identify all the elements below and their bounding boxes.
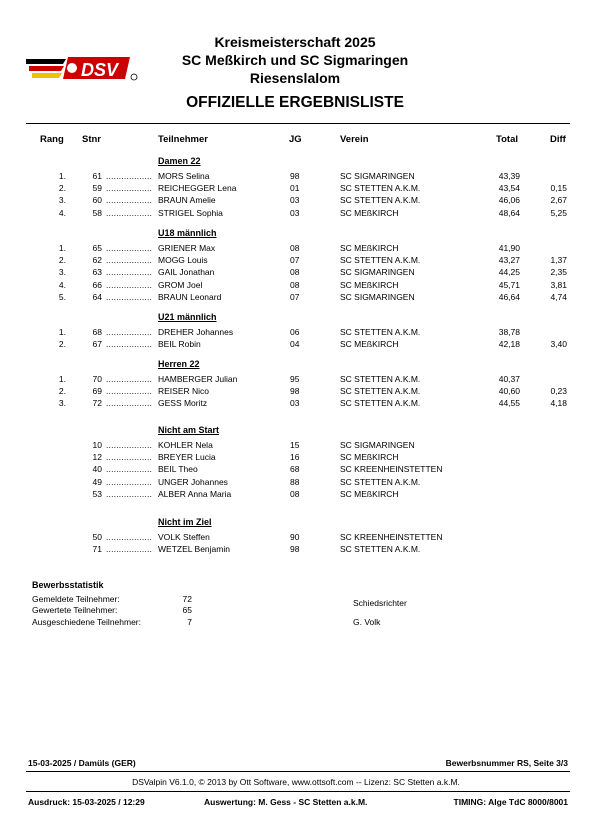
cell-total: 48,64 — [498, 207, 520, 218]
cell-stnr: 49 — [92, 476, 102, 487]
event-discipline: Riesenslalom — [249, 70, 341, 86]
cell-verein: SC SIGMARINGEN — [340, 440, 415, 450]
event-title: Kreismeisterschaft 2025 — [214, 34, 376, 50]
cell-stnr: 10 — [92, 440, 102, 450]
col-stnr: Stnr — [82, 134, 101, 145]
cell-verein: SC STETTEN A.K.M. — [340, 374, 421, 384]
category-heading: Nicht im Ziel — [158, 517, 212, 527]
cell-verein: SC STETTEN A.K.M. — [340, 398, 421, 409]
cell-verein: SC KREENHEINSTETTEN — [340, 464, 443, 475]
footer-bewerb: Bewerbsnummer RS, Seite 3/3 — [445, 758, 568, 768]
cell-stnr: 67 — [92, 339, 102, 350]
cell-name: MOGG Louis — [158, 255, 208, 266]
stat-label-gemeldet: Gemeldete Teilnehmer: — [32, 594, 120, 604]
cell-stnr: 12 — [92, 452, 102, 463]
cell-stnr: 64 — [92, 291, 102, 302]
cell-name: WETZEL Benjamin — [158, 544, 230, 555]
cell-name: REISER Nico — [158, 386, 210, 397]
cell-diff: 1,37 — [550, 255, 567, 266]
cell-jg: 08 — [290, 488, 300, 499]
footer-divider-top — [26, 771, 570, 772]
referee-label: Schiedsrichter — [353, 598, 407, 608]
cell-rang: 1. — [58, 327, 66, 337]
cell-diff: 3,40 — [550, 339, 567, 350]
cell-jg: 88 — [290, 476, 300, 487]
cell-name: GESS Moritz — [158, 398, 208, 409]
cell-jg: 04 — [290, 339, 300, 350]
cell-stnr: 40 — [92, 464, 102, 475]
cell-stnr: 63 — [92, 267, 102, 278]
cell-jg: 08 — [290, 267, 300, 278]
svg-text:DSV: DSV — [81, 60, 119, 80]
col-total: Total — [496, 134, 518, 145]
cell-dots: .................. — [106, 440, 153, 450]
cell-dots: .................. — [106, 195, 153, 206]
cell-dots: .................. — [106, 464, 153, 475]
cell-verein: SC MEßKIRCH — [340, 243, 399, 253]
cell-jg: 08 — [290, 243, 300, 253]
cell-rang: 1. — [58, 171, 66, 181]
category-heading: Damen 22 — [158, 156, 201, 166]
dsv-logo — [26, 55, 138, 79]
cell-total: 41,90 — [498, 243, 520, 253]
cell-total: 40,60 — [498, 386, 520, 397]
cell-rang: 3. — [58, 195, 66, 206]
cell-jg: 90 — [290, 532, 300, 542]
cell-name: BRAUN Leonard — [158, 291, 222, 302]
cell-dots: .................. — [106, 398, 153, 409]
cell-jg: 16 — [290, 452, 300, 463]
footer-ausdruck: Ausdruck: 15-03-2025 / 12:29 — [28, 797, 145, 807]
footer-software: DSValpin V6.1.0, © 2013 by Ott Software, www.ottsoft.com -- Lizenz: SC Stetten a.k.M. — [132, 777, 460, 787]
cell-jg: 15 — [290, 440, 300, 450]
cell-name: BRAUN Amelie — [158, 195, 216, 206]
cell-diff: 5,25 — [550, 207, 567, 218]
col-jg: JG — [289, 134, 302, 145]
cell-name: KOHLER Nela — [158, 440, 213, 450]
cell-name: STRIGEL Sophia — [158, 207, 223, 218]
cell-jg: 98 — [290, 386, 300, 397]
cell-dots: .................. — [106, 279, 153, 290]
cell-verein: SC MEßKIRCH — [340, 452, 399, 463]
cell-total: 44,25 — [498, 267, 520, 278]
cell-jg: 07 — [290, 291, 300, 302]
footer-auswertung: Auswertung: M. Gess - SC Stetten a.k.M. — [204, 797, 368, 807]
cell-rang: 5. — [58, 291, 66, 302]
cell-name: BREYER Lucia — [158, 452, 216, 463]
cell-jg: 03 — [290, 398, 300, 409]
cell-verein: SC SIGMARINGEN — [340, 267, 415, 278]
cell-total: 46,64 — [498, 291, 520, 302]
cell-diff: 0,15 — [550, 183, 567, 194]
cell-total: 44,55 — [498, 398, 520, 409]
cell-rang: 1. — [58, 374, 66, 384]
cell-total: 43,54 — [498, 183, 520, 194]
cell-verein: SC STETTEN A.K.M. — [340, 544, 421, 555]
col-diff: Diff — [550, 134, 566, 145]
cell-total: 40,37 — [498, 374, 520, 384]
cell-verein: SC STETTEN A.K.M. — [340, 476, 421, 487]
category-heading: Herren 22 — [158, 359, 200, 369]
cell-dots: .................. — [106, 386, 153, 397]
cell-jg: 98 — [290, 544, 300, 555]
category-heading: Nicht am Start — [158, 425, 220, 435]
cell-dots: .................. — [106, 544, 153, 555]
cell-stnr: 50 — [92, 532, 102, 542]
cell-total: 38,78 — [498, 327, 520, 337]
cell-jg: 03 — [290, 207, 300, 218]
cell-dots: .................. — [106, 476, 153, 487]
stat-label-gewertet: Gewertete Teilnehmer: — [32, 605, 118, 615]
cell-total: 43,27 — [498, 255, 520, 266]
cell-stnr: 70 — [92, 374, 102, 384]
cell-diff: 3,81 — [550, 279, 567, 290]
stat-value-ausgeschieden: 7 — [187, 617, 192, 627]
cell-verein: SC MEßKIRCH — [340, 207, 399, 218]
cell-jg: 01 — [290, 183, 300, 194]
cell-name: VOLK Steffen — [158, 532, 210, 542]
category-heading: U21 männlich — [158, 312, 217, 322]
col-rang: Rang — [40, 134, 64, 145]
category-heading: U18 männlich — [158, 228, 217, 238]
cell-rang: 3. — [58, 398, 66, 409]
cell-verein: SC STETTEN A.K.M. — [340, 255, 421, 266]
cell-jg: 68 — [290, 464, 300, 475]
cell-stnr: 62 — [92, 255, 102, 266]
cell-stnr: 59 — [92, 183, 102, 194]
cell-dots: .................. — [106, 207, 153, 218]
cell-stnr: 61 — [92, 171, 102, 181]
cell-diff: 4,18 — [550, 398, 567, 409]
cell-dots: .................. — [106, 243, 153, 253]
cell-verein: SC STETTEN A.K.M. — [340, 183, 421, 194]
col-teilnehmer: Teilnehmer — [158, 134, 208, 145]
cell-stnr: 69 — [92, 386, 102, 397]
cell-name: GROM Joel — [158, 279, 203, 290]
referee-name: G. Volk — [353, 617, 381, 627]
cell-diff: 0,23 — [550, 386, 567, 397]
cell-name: UNGER Johannes — [158, 476, 228, 487]
cell-rang: 2. — [58, 339, 66, 350]
cell-rang: 1. — [58, 243, 66, 253]
cell-dots: .................. — [106, 255, 153, 266]
col-verein: Verein — [340, 134, 369, 145]
cell-jg: 08 — [290, 279, 300, 290]
cell-diff: 4,74 — [550, 291, 567, 302]
cell-stnr: 60 — [92, 195, 102, 206]
cell-name: REICHEGGER Lena — [158, 183, 237, 194]
cell-dots: .................. — [106, 327, 153, 337]
cell-rang: 3. — [58, 267, 66, 278]
cell-diff: 2,67 — [550, 195, 567, 206]
cell-verein: SC MEßKIRCH — [340, 279, 399, 290]
cell-dots: .................. — [106, 171, 153, 181]
cell-diff: 2,35 — [550, 267, 567, 278]
stat-label-ausgeschieden: Ausgeschiedene Teilnehmer: — [32, 617, 141, 627]
cell-verein: SC SIGMARINGEN — [340, 171, 415, 181]
cell-rang: 2. — [58, 386, 66, 397]
cell-jg: 07 — [290, 255, 300, 266]
cell-name: BEIL Theo — [158, 464, 198, 475]
cell-name: ALBER Anna Maria — [158, 488, 232, 499]
cell-verein: SC STETTEN A.K.M. — [340, 386, 421, 397]
cell-verein: SC MEßKIRCH — [340, 488, 399, 499]
cell-verein: SC KREENHEINSTETTEN — [340, 532, 443, 542]
cell-verein: SC MEßKIRCH — [340, 339, 399, 350]
cell-name: HAMBERGER Julian — [158, 374, 238, 384]
cell-total: 43,39 — [498, 171, 520, 181]
cell-dots: .................. — [106, 183, 153, 194]
cell-dots: .................. — [106, 267, 153, 278]
cell-dots: .................. — [106, 532, 153, 542]
cell-jg: 95 — [290, 374, 300, 384]
cell-rang: 2. — [58, 183, 66, 194]
cell-name: DREHER Johannes — [158, 327, 234, 337]
cell-stnr: 53 — [92, 488, 102, 499]
header-divider — [26, 123, 570, 124]
cell-stnr: 71 — [92, 544, 102, 555]
cell-stnr: 65 — [92, 243, 102, 253]
cell-jg: 06 — [290, 327, 300, 337]
cell-total: 42,18 — [498, 339, 520, 350]
cell-rang: 4. — [58, 279, 66, 290]
footer-date-place: 15-03-2025 / Damüls (GER) — [28, 758, 136, 768]
cell-name: GAIL Jonathan — [158, 267, 215, 278]
cell-verein: SC STETTEN A.K.M. — [340, 195, 421, 206]
cell-jg: 98 — [290, 171, 300, 181]
cell-stnr: 66 — [92, 279, 102, 290]
cell-total: 45,71 — [498, 279, 520, 290]
cell-rang: 2. — [58, 255, 66, 266]
list-title: OFFIZIELLE ERGEBNISLISTE — [186, 94, 404, 111]
cell-name: BEIL Robin — [158, 339, 201, 350]
event-clubs: SC Meßkirch und SC Sigmaringen — [181, 52, 409, 68]
cell-dots: .................. — [106, 452, 153, 463]
stat-value-gemeldet: 72 — [182, 594, 192, 604]
cell-dots: .................. — [106, 488, 153, 499]
cell-jg: 03 — [290, 195, 300, 206]
cell-dots: .................. — [106, 339, 153, 350]
cell-name: MORS Selina — [158, 171, 210, 181]
cell-name: GRIENER Max — [158, 243, 216, 253]
footer-divider-bottom — [26, 791, 570, 792]
cell-rang: 4. — [58, 207, 66, 218]
footer-timing: TIMING: Alge TdC 8000/8001 — [453, 797, 568, 807]
cell-total: 46,06 — [498, 195, 520, 206]
cell-dots: .................. — [106, 374, 153, 384]
cell-verein: SC SIGMARINGEN — [340, 291, 415, 302]
stat-value-gewertet: 65 — [182, 605, 192, 615]
cell-stnr: 72 — [92, 398, 102, 409]
cell-dots: .................. — [106, 291, 153, 302]
cell-stnr: 68 — [92, 327, 102, 337]
cell-stnr: 58 — [92, 207, 102, 218]
cell-verein: SC STETTEN A.K.M. — [340, 327, 421, 337]
stats-title: Bewerbsstatistik — [32, 580, 104, 590]
